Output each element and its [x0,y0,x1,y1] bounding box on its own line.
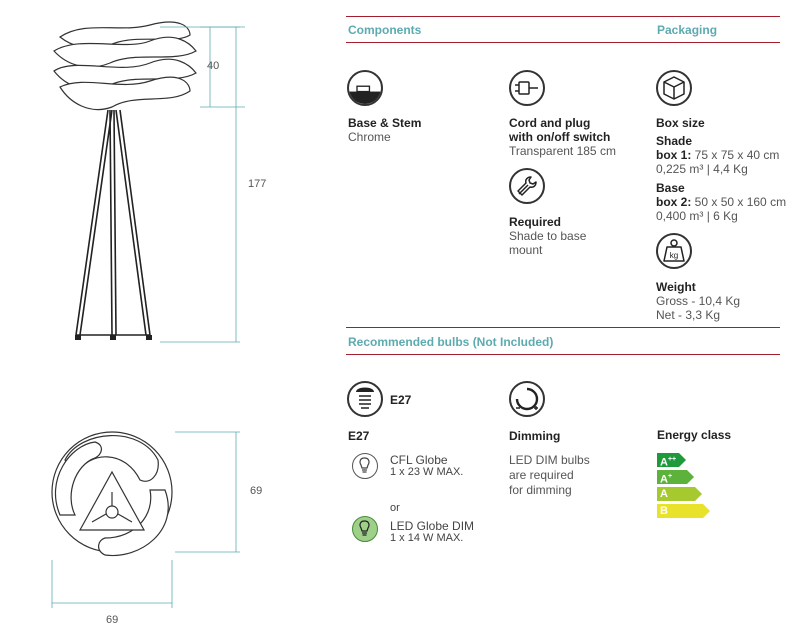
width-label: 69 [106,614,119,626]
base-stem-title: Base & Stem [348,116,422,130]
bulbs-rule [346,354,780,355]
dimming-line2: are required [509,468,574,482]
weight-net: Net - 3,3 Kg [656,308,721,322]
box1-line: box 1: 75 x 75 x 40 cm [656,148,780,162]
energy-class-title: Energy class [657,428,732,442]
led-name: LED Globe DIM [390,519,475,533]
total-height-label: 177 [248,178,267,190]
weight-icon [656,233,692,269]
cfl-bulb-icon [352,453,378,479]
e27-socket-icon [347,381,383,417]
kg-label: kg [669,251,679,260]
packaging-title: Packaging [657,23,718,37]
bulbs-top-rule [346,327,780,328]
base-stem-value: Chrome [348,130,391,144]
required-title: Required [509,215,562,229]
cfl-name: CFL Globe [390,453,448,467]
box-icon [656,70,692,106]
dimming-line1: LED DIM bulbs [509,453,590,467]
shade-height-label: 40 [207,60,220,72]
plug-icon [509,70,545,106]
led-spec: 1 x 14 W MAX. [390,532,464,544]
energy-class-b: B [657,504,703,518]
wrench-icon [509,168,545,204]
box2-line: box 2: 50 x 50 x 160 cm [656,195,787,209]
e27-icon-label: E27 [390,393,412,407]
dimming-line3: for dimming [509,483,572,497]
dimming-title: Dimming [509,429,561,443]
bulbs-title: Recommended bulbs (Not Included) [348,335,554,349]
required-line2: mount [509,243,543,257]
shade-label: Shade [656,134,693,148]
box2-volume: 0,400 m³ | 6 Kg [656,209,738,223]
energy-class-a: A [657,487,695,501]
weight-gross: Gross - 10,4 Kg [656,294,741,308]
energy-class-aplus: A+ [657,470,687,484]
cfl-spec: 1 x 23 W MAX. [390,466,464,478]
energy-class-aplusplus: A++ [657,453,679,467]
dimmer-icon [509,381,545,417]
base-stem-icon [347,70,383,106]
depth-label: 69 [250,485,263,497]
base-label: Base [656,181,685,195]
lamp-top-view-drawing [40,420,280,620]
e27-heading: E27 [348,429,370,443]
components-title: Components [348,23,422,37]
cord-title-line2: with on/off switch [509,130,611,144]
box-size-title: Box size [656,116,705,130]
top-rule [346,16,780,17]
box1-volume: 0,225 m³ | 4,4 Kg [656,162,748,176]
led-bulb-icon [352,516,378,542]
required-line1: Shade to base [509,229,587,243]
weight-title: Weight [656,280,696,294]
components-rule [346,42,780,43]
cord-value: Transparent 185 cm [509,144,616,158]
cord-title-line1: Cord and plug [509,116,591,130]
or-label: or [390,502,400,514]
